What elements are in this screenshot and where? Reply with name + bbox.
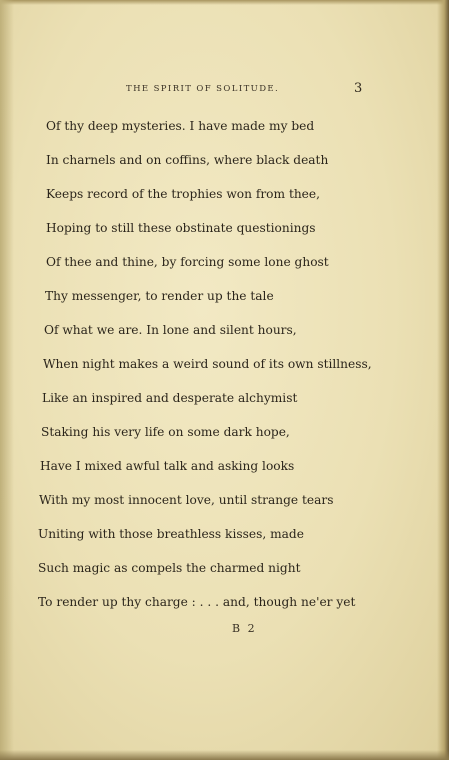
page-number: 3 xyxy=(354,81,363,96)
poem-line: Such magic as compels the charmed night xyxy=(38,561,301,575)
poem-line: In charnels and on coffins, where black death xyxy=(46,153,329,167)
poem-line: To render up thy charge : . . . and, though ne'er yet xyxy=(38,595,356,609)
poem-line: When night makes a weird sound of its own stillness, xyxy=(43,357,372,371)
page-right-edge xyxy=(437,0,449,760)
page-header xyxy=(0,81,449,98)
signature-mark: B 2 xyxy=(232,622,257,635)
poem-line: Of what we are. In lone and silent hours, xyxy=(44,323,297,337)
poem-line: Of thy deep mysteries. I have made my bed xyxy=(46,119,315,133)
poem-line: Thy messenger, to render up the tale xyxy=(45,289,274,303)
poem-line: With my most innocent love, until strange tears xyxy=(39,493,334,507)
poem-line: Staking his very life on some dark hope, xyxy=(41,425,290,439)
page-bottom-edge xyxy=(0,750,449,760)
poem-text xyxy=(38,114,378,624)
poem-line: Hoping to still these obstinate questionings xyxy=(46,221,316,235)
page-top-edge xyxy=(0,0,449,5)
binding-shadow xyxy=(0,0,14,760)
running-title: THE SPIRIT OF SOLITUDE. xyxy=(126,84,280,94)
poem-line: Uniting with those breathless kisses, made xyxy=(38,527,304,541)
poem-line: Keeps record of the trophies won from thee, xyxy=(46,187,320,201)
poem-line: Have I mixed awful talk and asking looks xyxy=(40,459,295,473)
poem-line: Like an inspired and desperate alchymist xyxy=(42,391,298,405)
poem-line: Of thee and thine, by forcing some lone ghost xyxy=(46,255,329,269)
